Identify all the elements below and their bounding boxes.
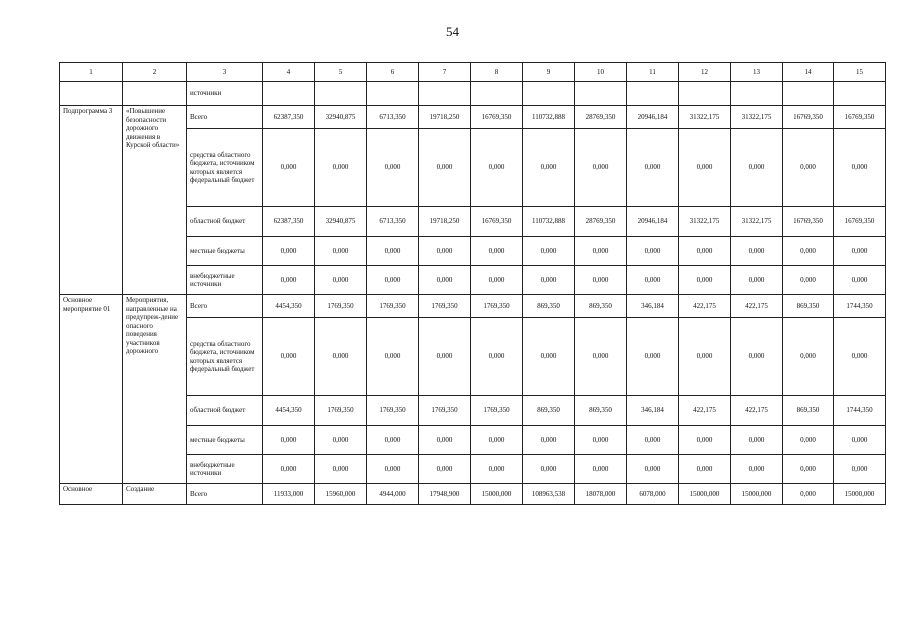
value-cell xyxy=(627,82,679,106)
value-cell: 0,000 xyxy=(419,237,471,266)
value-cell: 16769,350 xyxy=(471,207,523,237)
value-cell: 0,000 xyxy=(315,455,367,484)
value-cell: 0,000 xyxy=(783,318,834,396)
value-cell: 0,000 xyxy=(367,266,419,295)
value-cell: 31322,175 xyxy=(731,207,783,237)
value-cell: 0,000 xyxy=(575,129,627,207)
value-cell: 0,000 xyxy=(834,318,886,396)
value-cell: 1769,350 xyxy=(315,295,367,318)
table-row xyxy=(60,106,886,129)
value-cell: 15000,000 xyxy=(834,484,886,505)
value-cell: 15000,000 xyxy=(731,484,783,505)
value-cell: 0,000 xyxy=(627,129,679,207)
name-cell xyxy=(123,82,187,106)
value-cell: 110732,888 xyxy=(523,207,575,237)
funding-source-cell: средства областного бюджета, источником которых является федеральный бюджет xyxy=(187,318,263,396)
value-cell: 0,000 xyxy=(627,426,679,455)
page-number: 54 xyxy=(446,24,459,39)
funding-source-cell: местные бюджеты xyxy=(187,237,263,266)
value-cell: 0,000 xyxy=(523,426,575,455)
value-cell: 0,000 xyxy=(315,237,367,266)
value-cell: 0,000 xyxy=(419,318,471,396)
value-cell: 0,000 xyxy=(263,129,315,207)
table-row xyxy=(60,295,886,318)
value-cell: 31322,175 xyxy=(679,207,731,237)
value-cell xyxy=(679,82,731,106)
value-cell xyxy=(263,82,315,106)
value-cell: 4944,000 xyxy=(367,484,419,505)
header-cell: 1 xyxy=(60,63,123,82)
header-cell: 15 xyxy=(834,63,886,82)
value-cell: 0,000 xyxy=(419,426,471,455)
value-cell xyxy=(731,82,783,106)
value-cell: 0,000 xyxy=(419,455,471,484)
value-cell: 0,000 xyxy=(731,237,783,266)
value-cell: 6078,000 xyxy=(627,484,679,505)
value-cell: 0,000 xyxy=(731,455,783,484)
header-cell: 13 xyxy=(731,63,783,82)
value-cell: 32940,875 xyxy=(315,207,367,237)
funding-source-cell: внебюджетные источники xyxy=(187,455,263,484)
header-cell: 12 xyxy=(679,63,731,82)
value-cell: 16769,350 xyxy=(783,106,834,129)
value-cell: 422,175 xyxy=(679,295,731,318)
value-cell: 0,000 xyxy=(471,426,523,455)
value-cell: 0,000 xyxy=(263,426,315,455)
value-cell: 1769,350 xyxy=(419,295,471,318)
value-cell: 1744,350 xyxy=(834,295,886,318)
value-cell: 0,000 xyxy=(471,318,523,396)
value-cell: 15000,000 xyxy=(679,484,731,505)
table-row xyxy=(60,484,886,505)
value-cell: 0,000 xyxy=(783,426,834,455)
funding-source-cell: средства областного бюджета, источником которых является федеральный бюджет xyxy=(187,129,263,207)
value-cell: 0,000 xyxy=(523,318,575,396)
value-cell: 0,000 xyxy=(575,455,627,484)
value-cell: 15000,000 xyxy=(471,484,523,505)
value-cell: 1769,350 xyxy=(315,396,367,426)
funding-source-cell: областной бюджет xyxy=(187,207,263,237)
value-cell: 17948,900 xyxy=(419,484,471,505)
value-cell: 0,000 xyxy=(731,129,783,207)
value-cell: 1769,350 xyxy=(367,396,419,426)
program-name-cell: Создание xyxy=(123,484,187,505)
value-cell: 0,000 xyxy=(679,318,731,396)
value-cell: 869,350 xyxy=(575,396,627,426)
value-cell: 0,000 xyxy=(367,318,419,396)
header-cell: 9 xyxy=(523,63,575,82)
value-cell: 0,000 xyxy=(679,237,731,266)
header-cell: 14 xyxy=(783,63,834,82)
header-cell: 5 xyxy=(315,63,367,82)
value-cell: 0,000 xyxy=(731,318,783,396)
value-cell: 0,000 xyxy=(263,266,315,295)
funding-source-cell: Всего xyxy=(187,484,263,505)
value-cell: 19718,250 xyxy=(419,106,471,129)
value-cell: 4454,350 xyxy=(263,396,315,426)
budget-table xyxy=(59,62,886,505)
value-cell: 0,000 xyxy=(731,426,783,455)
value-cell: 0,000 xyxy=(315,318,367,396)
program-name-cell: «Повышение безопасности дорожного движения в Курской области» xyxy=(123,106,187,295)
value-cell: 0,000 xyxy=(263,455,315,484)
value-cell xyxy=(783,82,834,106)
value-cell xyxy=(471,82,523,106)
value-cell: 0,000 xyxy=(263,237,315,266)
value-cell: 346,184 xyxy=(627,396,679,426)
value-cell: 0,000 xyxy=(834,426,886,455)
value-cell: 0,000 xyxy=(575,318,627,396)
value-cell: 0,000 xyxy=(731,266,783,295)
value-cell: 16769,350 xyxy=(471,106,523,129)
value-cell: 0,000 xyxy=(315,129,367,207)
value-cell: 28769,350 xyxy=(575,106,627,129)
header-cell: 4 xyxy=(263,63,315,82)
value-cell: 422,175 xyxy=(731,295,783,318)
value-cell: 346,184 xyxy=(627,295,679,318)
value-cell: 0,000 xyxy=(419,129,471,207)
value-cell: 422,175 xyxy=(731,396,783,426)
value-cell: 0,000 xyxy=(523,455,575,484)
value-cell xyxy=(523,82,575,106)
value-cell: 0,000 xyxy=(471,455,523,484)
value-cell: 16769,350 xyxy=(834,106,886,129)
value-cell: 20946,184 xyxy=(627,106,679,129)
funding-source-cell: Всего xyxy=(187,106,263,129)
funding-source-cell: Всего xyxy=(187,295,263,318)
value-cell: 11933,000 xyxy=(263,484,315,505)
value-cell: 0,000 xyxy=(575,266,627,295)
value-cell: 31322,175 xyxy=(731,106,783,129)
header-cell: 2 xyxy=(123,63,187,82)
value-cell: 1744,350 xyxy=(834,396,886,426)
header-cell: 6 xyxy=(367,63,419,82)
value-cell: 4454,350 xyxy=(263,295,315,318)
value-cell: 0,000 xyxy=(367,426,419,455)
value-cell: 1769,350 xyxy=(471,396,523,426)
funding-source-cell: местные бюджеты xyxy=(187,426,263,455)
value-cell: 0,000 xyxy=(834,237,886,266)
code-cell xyxy=(60,82,123,106)
program-code-cell: Подпрограмма 3 xyxy=(60,106,123,295)
value-cell: 0,000 xyxy=(575,237,627,266)
value-cell: 0,000 xyxy=(783,237,834,266)
value-cell: 62387,350 xyxy=(263,106,315,129)
header-cell: 10 xyxy=(575,63,627,82)
value-cell: 110732,888 xyxy=(523,106,575,129)
source-cell: источники xyxy=(187,82,263,106)
value-cell: 869,350 xyxy=(783,295,834,318)
value-cell: 15960,000 xyxy=(315,484,367,505)
value-cell: 0,000 xyxy=(679,426,731,455)
value-cell: 0,000 xyxy=(367,129,419,207)
value-cell: 6713,350 xyxy=(367,207,419,237)
value-cell xyxy=(419,82,471,106)
value-cell: 0,000 xyxy=(627,318,679,396)
value-cell: 0,000 xyxy=(627,266,679,295)
value-cell: 0,000 xyxy=(471,237,523,266)
funding-source-cell: областной бюджет xyxy=(187,396,263,426)
value-cell: 1769,350 xyxy=(419,396,471,426)
program-code-cell: Основное мероприятие 01 xyxy=(60,295,123,484)
value-cell: 0,000 xyxy=(367,455,419,484)
value-cell: 0,000 xyxy=(679,455,731,484)
value-cell: 0,000 xyxy=(783,129,834,207)
value-cell: 0,000 xyxy=(783,266,834,295)
value-cell: 16769,350 xyxy=(834,207,886,237)
program-code-cell: Основное xyxy=(60,484,123,505)
value-cell: 0,000 xyxy=(783,484,834,505)
value-cell: 28769,350 xyxy=(575,207,627,237)
program-name-cell: Мероприятия, направленные на предупреж-дение опасного поведения участников дорожного xyxy=(123,295,187,484)
value-cell: 20946,184 xyxy=(627,207,679,237)
value-cell: 0,000 xyxy=(367,237,419,266)
value-cell: 869,350 xyxy=(575,295,627,318)
value-cell: 0,000 xyxy=(471,266,523,295)
header-cell: 3 xyxy=(187,63,263,82)
value-cell: 0,000 xyxy=(783,455,834,484)
value-cell: 1769,350 xyxy=(471,295,523,318)
value-cell: 0,000 xyxy=(523,129,575,207)
header-cell: 11 xyxy=(627,63,679,82)
header-cell: 8 xyxy=(471,63,523,82)
value-cell xyxy=(834,82,886,106)
header-row xyxy=(60,63,886,82)
value-cell: 0,000 xyxy=(627,455,679,484)
value-cell: 18078,000 xyxy=(575,484,627,505)
value-cell xyxy=(575,82,627,106)
value-cell: 19718,250 xyxy=(419,207,471,237)
value-cell: 16769,350 xyxy=(783,207,834,237)
value-cell: 869,350 xyxy=(523,396,575,426)
value-cell: 0,000 xyxy=(263,318,315,396)
continuation-row xyxy=(60,82,886,106)
value-cell: 0,000 xyxy=(834,455,886,484)
value-cell: 0,000 xyxy=(419,266,471,295)
value-cell: 0,000 xyxy=(575,426,627,455)
funding-source-cell: внебюджетные источники xyxy=(187,266,263,295)
value-cell: 869,350 xyxy=(783,396,834,426)
value-cell: 422,175 xyxy=(679,396,731,426)
value-cell: 869,350 xyxy=(523,295,575,318)
value-cell: 31322,175 xyxy=(679,106,731,129)
value-cell: 0,000 xyxy=(627,237,679,266)
value-cell: 6713,350 xyxy=(367,106,419,129)
value-cell: 0,000 xyxy=(679,129,731,207)
value-cell: 0,000 xyxy=(679,266,731,295)
value-cell: 0,000 xyxy=(523,237,575,266)
value-cell: 0,000 xyxy=(523,266,575,295)
value-cell: 1769,350 xyxy=(367,295,419,318)
value-cell: 62387,350 xyxy=(263,207,315,237)
value-cell: 0,000 xyxy=(834,266,886,295)
value-cell: 108963,538 xyxy=(523,484,575,505)
value-cell: 0,000 xyxy=(315,266,367,295)
value-cell: 32940,875 xyxy=(315,106,367,129)
value-cell: 0,000 xyxy=(834,129,886,207)
header-cell: 7 xyxy=(419,63,471,82)
value-cell: 0,000 xyxy=(315,426,367,455)
value-cell: 0,000 xyxy=(471,129,523,207)
value-cell xyxy=(315,82,367,106)
value-cell xyxy=(367,82,419,106)
